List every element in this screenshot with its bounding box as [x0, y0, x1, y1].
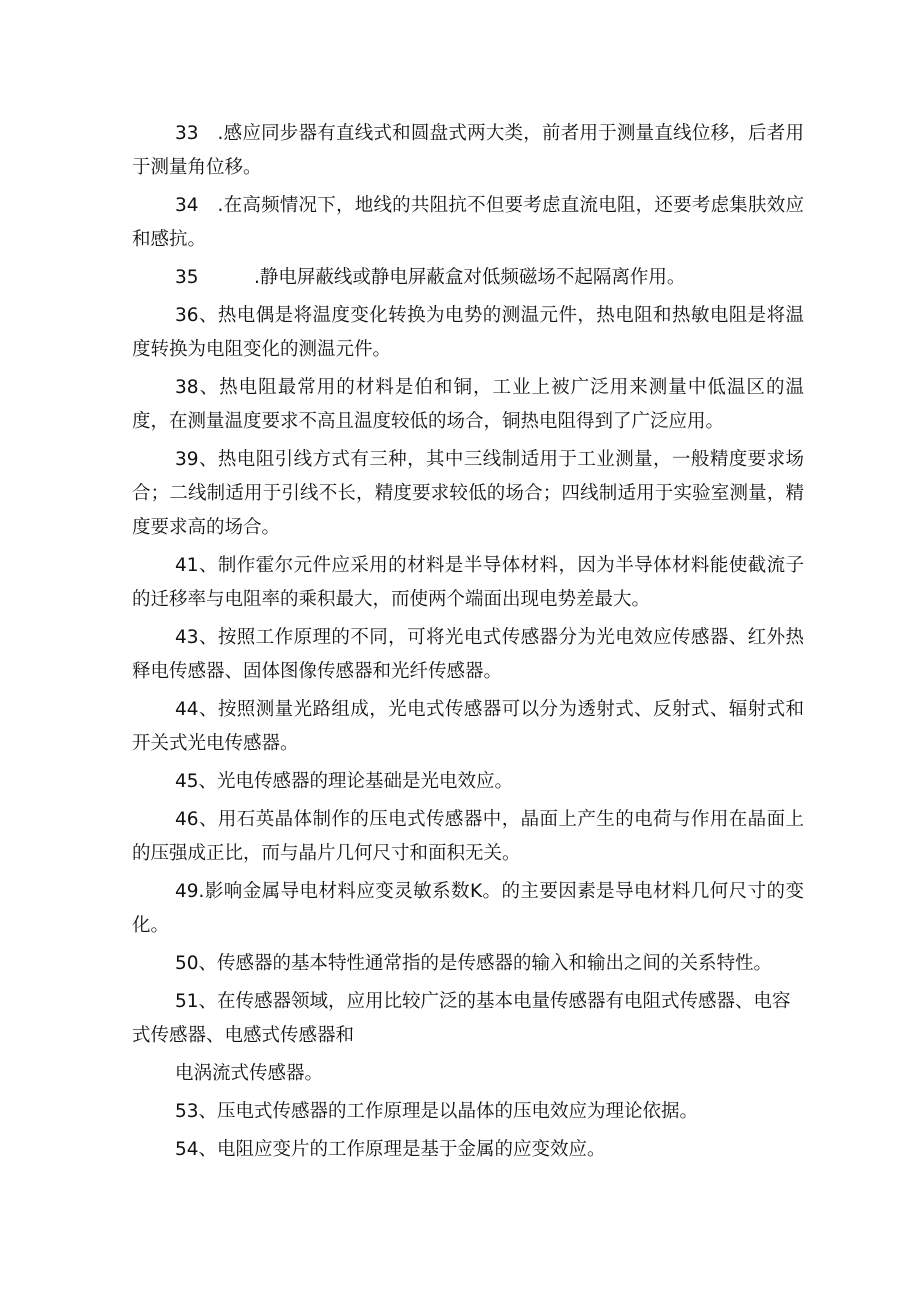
paragraph-36: 36、热电偶是将温度变化转换为电势的测温元件，热电阻和热敏电阻是将温度转换为电阻变化的测温元件。 — [132, 305, 804, 360]
paragraph-35: 35 .静电屏蔽线或静电屏蔽盒对低频磁场不起隔离作用。 — [175, 267, 686, 288]
paragraph-54: 54、电阻应变片的工作原理是基于金属的应变效应。 — [175, 1139, 606, 1160]
paragraph-53: 53、压电式传感器的工作原理是以晶体的压电效应为理论依据。 — [175, 1101, 699, 1122]
paragraph-45: 45、光电传感器的理论基础是光电效应。 — [175, 771, 514, 792]
paragraph-43: 43、按照工作原理的不同，可将光电式传感器分为光电效应传感器、红外热释电传感器、固体图像传感器和光纤传感器。 — [132, 627, 804, 682]
paragraph-44: 44、按照测量光路组成，光电式传感器可以分为透射式、反射式、辐射式和开关式光电传感器。 — [132, 699, 804, 754]
paragraph-51-part-2: 电涡流式传感器。 — [175, 1063, 324, 1084]
paragraph-41: 41、制作霍尔元件应采用的材料是半导体材料，因为半导体材料能使截流子的迁移率与电阻率的乘积最大，而使两个端面出现电势差最大。 — [132, 555, 804, 610]
paragraph-33: 33 .感应同步器有直线式和圆盘式两大类，前者用于测量直线位移，后者用于测量角位移。 — [132, 123, 804, 178]
paragraph-38: 38、热电阻最常用的材料是伯和铜，工业上被广泛用来测量中低温区的温度，在测量温度要求不高且温度较低的场合，铜热电阻得到了广泛应用。 — [132, 377, 804, 432]
document-body — [132, 117, 804, 1167]
paragraph-39: 39、热电阻引线方式有三种，其中三线制适用于工业测量，一般精度要求场合；二线制适用于引线不长，精度要求较低的场合；四线制适用于实验室测量，精度要求高的场合。 — [132, 449, 804, 538]
paragraph-34: 34 .在高频情况下，地线的共阻抗不但要考虑直流电阻，还要考虑集肤效应和感抗。 — [132, 195, 804, 250]
paragraph-50: 50、传感器的基本特性通常指的是传感器的输入和输出之间的关系特性。 — [175, 953, 773, 974]
paragraph-46: 46、用石英晶体制作的压电式传感器中，晶面上产生的电荷与作用在晶面上的压强成正比，而与晶片几何尺寸和面积无关。 — [132, 809, 804, 864]
paragraph-51-part-1: 51、在传感器领域，应用比较广泛的基本电量传感器有电阻式传感器、电容式传感器、电感式传感器和 — [132, 991, 791, 1046]
paragraph-49: 49.影响金属导电材料应变灵敏系数K。的主要因素是导电材料几何尺寸的变化。 — [132, 881, 804, 936]
